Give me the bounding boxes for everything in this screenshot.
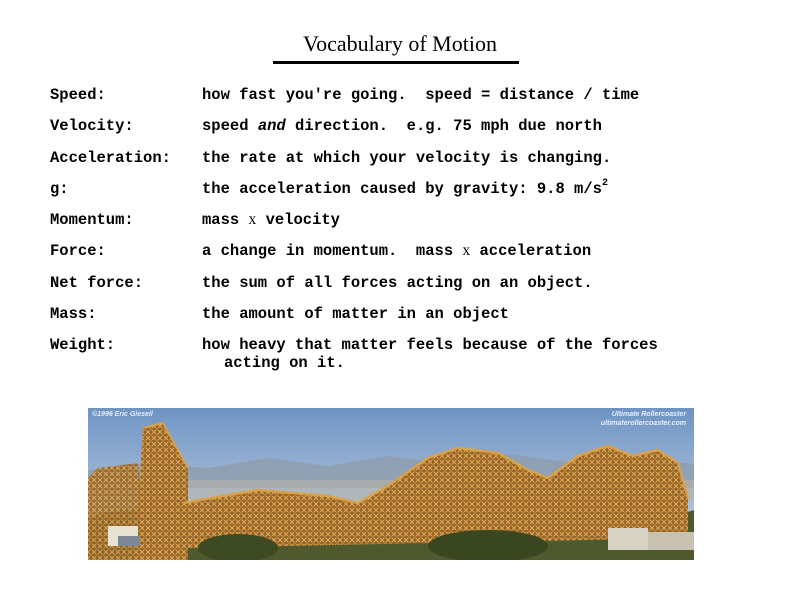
vocab-row-momentum: [50, 211, 770, 242]
definition-force: a change in momentum. mass x acceleration: [202, 242, 592, 261]
definition-velocity: speed and direction. e.g. 75 mph due north: [202, 117, 602, 136]
vocab-row-g: [50, 177, 770, 211]
photo-source-name: Ultimate Rollercoaster: [611, 411, 686, 418]
vocab-row-force: [50, 242, 770, 273]
term-velocity: Velocity:: [50, 117, 134, 136]
photo-credit: ©1996 Eric Gieseil: [92, 411, 153, 418]
roller-coaster-illustration: [88, 408, 694, 560]
page-title: Vocabulary of Motion: [303, 31, 497, 56]
title-underline: [273, 61, 519, 64]
term-momentum: Momentum:: [50, 211, 134, 230]
vocab-row-net-force: [50, 274, 770, 305]
vocabulary-list: [50, 86, 770, 372]
term-net-force: Net force:: [50, 273, 144, 292]
vocab-row-speed: [50, 86, 770, 117]
definition-g: the acceleration caused by gravity: 9.8 $m/s^2$: [202, 177, 608, 199]
vocab-row-weight: [50, 336, 770, 372]
definition-momentum: mass x velocity: [202, 211, 340, 230]
term-weight: Weight:: [50, 336, 116, 355]
term-mass: Mass:: [50, 305, 97, 324]
term-speed: Speed:: [50, 86, 106, 104]
superscript-2: 2: [601, 177, 608, 189]
vocab-row-velocity: [50, 117, 770, 148]
definition-weight: how heavy that matter feels because of the forces acting on it.: [202, 336, 658, 373]
roller-coaster-photo: [88, 408, 694, 560]
definition-net-force: the sum of all forces acting on an object.: [202, 273, 593, 292]
vocab-row-acceleration: [50, 149, 770, 180]
definition-acceleration: the rate at which your velocity is changing.: [202, 148, 612, 167]
term-force: Force:: [50, 242, 106, 261]
vocab-row-mass: [50, 305, 770, 336]
term-acceleration: Acceleration:: [50, 148, 171, 167]
definition-mass: the amount of matter in an object: [202, 305, 509, 324]
term-g: g:: [50, 179, 69, 198]
definition-speed: how fast you're going. speed = distance / time: [202, 86, 640, 104]
photo-source-url: ultimaterollercoaster.com: [600, 420, 686, 427]
